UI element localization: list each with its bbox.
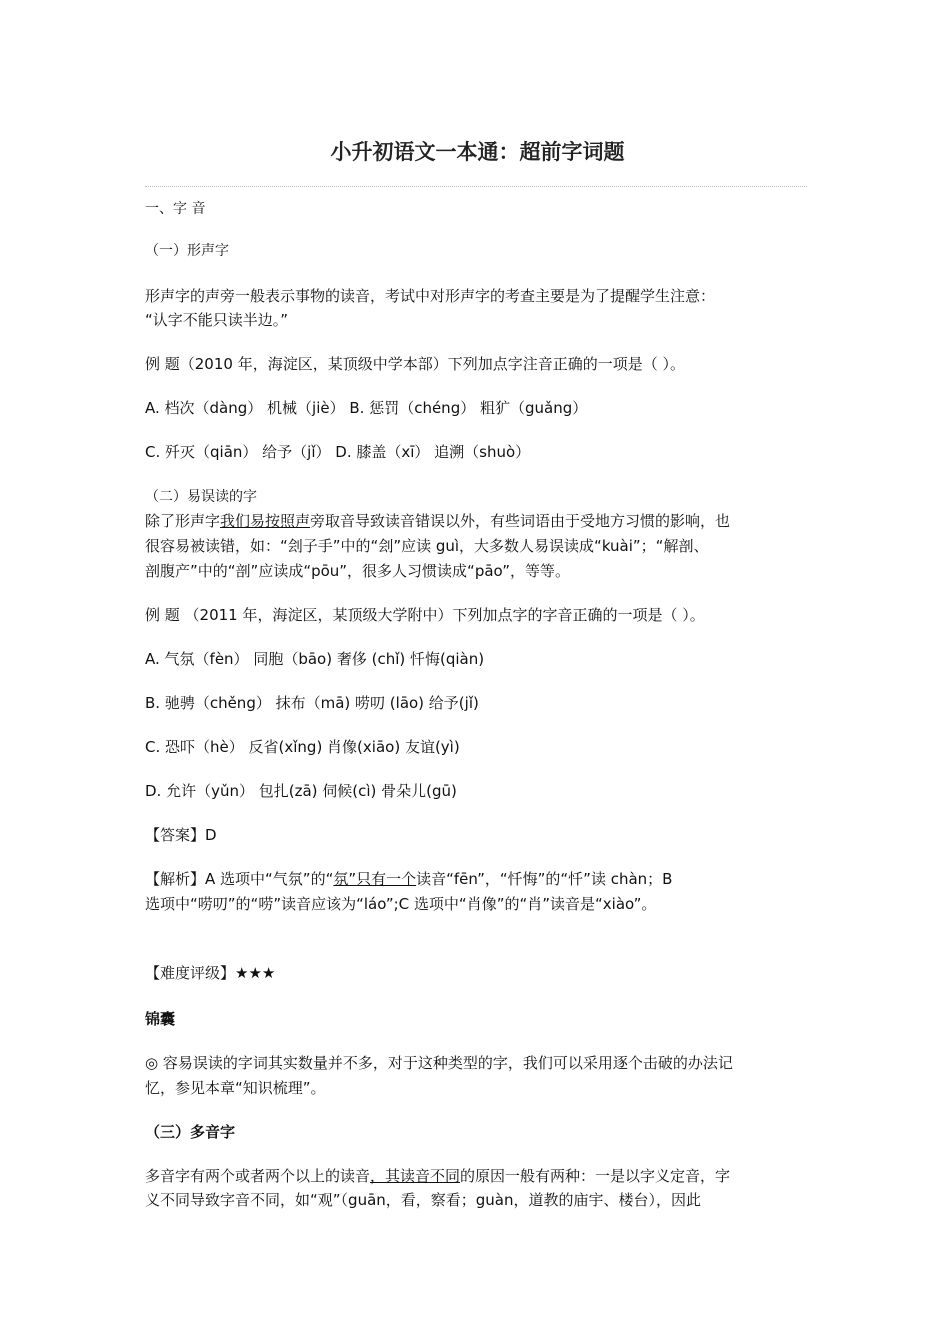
example-1-options-ab: A. 档次（dàng） 机械（jiè） B. 惩罚（chéng） 粗犷（guǎng） xyxy=(145,399,588,417)
example-2-option-d: D. 允许（yǔn） 包扎(zā) 伺候(cì) 骨朵儿(gū) xyxy=(145,782,457,800)
example-1: 例 题（2010 年，海淀区，某顶级中学本部）下列加点字注音正确的一项是（ ）。 xyxy=(145,355,685,373)
p2-text-post: 旁取音导致读音错误以外，有些词语由于受地方习惯的影响，也 xyxy=(310,512,731,530)
subsection-heading-2: （二）易误读的字 xyxy=(145,489,257,505)
example-2-option-a: A. 气氛（fèn） 同胞（bāo) 奢侈 (chǐ) 忏悔(qiàn) xyxy=(145,650,485,668)
example-1-options-cd: C. 歼灭（qiān） 给予（jǐ） D. 膝盖（xī） 追溯（shuò） xyxy=(145,443,531,461)
paragraph-2-line-3: 剖腹产”中的“剖”应读成“pōu”，很多人习惯读成“pāo”，等等。 xyxy=(145,562,570,580)
example-2: 例 题 （2011 年，海淀区，某顶级大学附中）下列加点字的字音正确的一项是（ ）。 xyxy=(145,606,705,624)
p2-text-pre: 除了形声字 xyxy=(145,512,221,530)
tips-line-1: ◎ 容易误读的字词其实数量并不多，对于这种类型的字，我们可以采用逐个击破的办法记 xyxy=(145,1054,733,1072)
paragraph-2-line-2: 很容易被读错，如：“刽子手”中的“刽”应读 guì，大多数人易误读成“kuài”；“解剖、 xyxy=(145,537,709,555)
intro-line-2: “认字不能只读半边。” xyxy=(145,311,289,329)
intro-line-1: 形声字的声旁一般表示事物的读音，考试中对形声字的考查主要是为了提醒学生注意： xyxy=(145,287,716,305)
analysis-text-post: 读音“fēn”，“忏悔”的“忏”读 chàn；B xyxy=(416,870,673,888)
page-title: 小升初语文一本通：超前字词题 xyxy=(330,139,625,164)
analysis-text-pre: 【解析】A 选项中“气氛”的“ xyxy=(145,870,334,888)
example-2-option-b: B. 驰骋（chěng） 抹布（mā) 唠叨 (lāo) 给予(jǐ) xyxy=(145,694,479,712)
section-heading: 一、字 音 xyxy=(145,201,206,217)
p3-underlined: ，其读音不同 xyxy=(370,1167,461,1185)
tips-title: 锦囊 xyxy=(145,1010,176,1028)
subsection-heading-1: （一）形声字 xyxy=(145,243,229,259)
analysis-underlined: 氛”只有一个 xyxy=(333,870,417,888)
p3-text-post: 的原因一般有两种：一是以字义定音，字 xyxy=(460,1167,731,1185)
paragraph-3-line-1 xyxy=(145,1165,730,1187)
paragraph-3-line-2: 义不同导致字音不同，如“观”（guān，看，察看；guàn，道教的庙宇、楼台），因此 xyxy=(145,1191,701,1209)
title-divider xyxy=(145,186,807,187)
p2-underlined: 我们易按照声 xyxy=(220,512,311,530)
example-2-option-c: C. 恐吓（hè） 反省(xǐng) 肖像(xiāo) 友谊(yì) xyxy=(145,738,460,756)
analysis-line-2: 选项中“唠叨”的“唠”读音应该为“láo”;C 选项中“肖像”的“肖”读音是“xiào”。 xyxy=(145,895,657,913)
difficulty-rating: 【难度评级】★★★ xyxy=(145,964,276,982)
answer: 【答案】D xyxy=(145,826,217,844)
paragraph-2-line-1 xyxy=(145,510,730,532)
p3-text-pre: 多音字有两个或者两个以上的读音 xyxy=(145,1167,371,1185)
analysis-line-1 xyxy=(145,868,672,890)
tips-line-2: 忆，参见本章“知识梳理”。 xyxy=(145,1079,326,1097)
subsection-heading-3: （三）多音字 xyxy=(145,1123,236,1141)
